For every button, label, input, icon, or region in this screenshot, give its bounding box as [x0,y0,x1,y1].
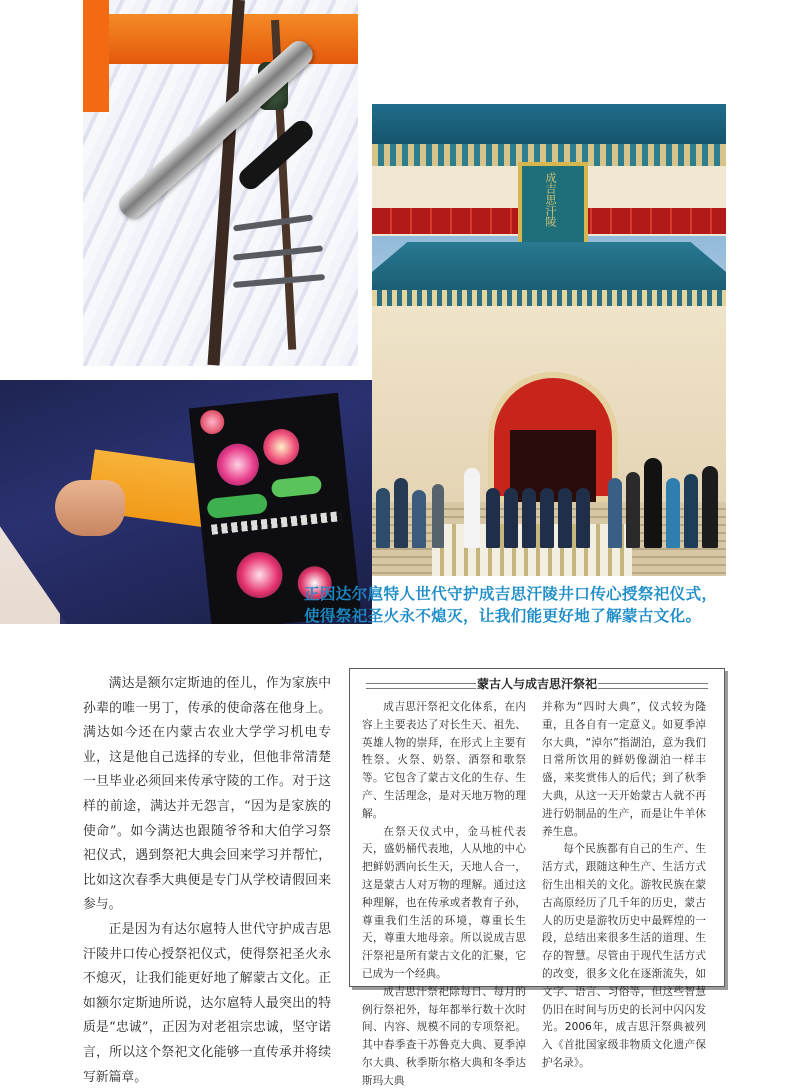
sidebar-box [349,668,725,1087]
photo-caption [304,583,754,627]
article-body [83,672,331,1090]
sidebar-column-1 [362,699,526,1091]
robe-knife-photo [83,0,358,366]
caption-line-2: 使得祭祀圣火永不熄灭，让我们能更好地了解蒙古文化。 [304,607,702,625]
sidebar-paragraph: 每个民族都有自己的生产、生活方式，跟随这种生产、生活方式衍生出相关的文化。游牧民族在蒙古高原经历了几千年的历史，蒙古人的历史是游牧历史中最辉煌的一段，总结出来很多生活的道理、生存的智慧。尽管由于现代生活方式的改变，很多文化在逐渐流失，如文字、语言、习俗等，但这些智慧仍旧在时间与历史的长河中闪闪发光。2006年，成吉思汗祭典被列入《首批国家级非物质文化遗产保护名录》。 [542,843,706,1069]
caption-line-1: 正因达尔扈特人世代守护成吉思汗陵井口传心授祭祀仪式， [304,585,718,603]
sidebar-column-2 [542,699,706,1073]
sidebar-paragraph: 成吉思汗祭祀除每日、每月的例行祭祀外，每年都举行数十次时间、内容、规模不同的专项祭祀。其中春季查干苏鲁克大典、夏季淖尔大典、秋季斯尔格大典和冬季达斯玛大典 [362,985,526,1087]
sidebar-paragraph: 并称为“四时大典”，仪式较为隆重，且各自有一定意义。如夏季淖尔大典，“淖尔”指湖泊，意为我们日常所饮用的鲜奶像湖泊一样丰盛，来奖赏伟人的后代；到了秋季大典，从这一天开始蒙古人就不再进行奶制品的生产，而是让牛羊休养生息。 [542,701,706,838]
plaque [518,162,588,250]
plaque-text: 成吉思汗陵 [544,172,557,227]
sidebar-title: 蒙古人与成吉思汗祭祀 [476,677,597,691]
article-paragraph: 正是因为有达尔扈特人世代守护成吉思汗陵井口传心授祭祀仪式，使得祭祀圣火永不熄灭，让我们能更好地了解蒙古文化。正如额尔定斯迪所说，达尔扈特人最突出的特质是“忠诚”，正因为对老祖宗忠诚，坚守诺言，所以这个祭祀文化能够一直传承并将续写新篇章。 [83,921,331,1085]
sidebar-paragraph: 成吉思汗祭祀文化体系，在内容上主要表达了对长生天、祖先、英雄人物的崇拜，在形式上主要有牲祭、火祭、奶祭、酒祭和歌祭等。它包含了蒙古文化的生存、生产、生活理念，是对天地万物的理解。 [362,701,526,820]
article-paragraph: 满达是额尔定斯迪的侄儿，作为家族中孙辈的唯一男丁，传承的使命落在他身上。满达如今还在内蒙古农业大学学习机电专业，这是他自己选择的专业，但他非常清楚一旦毕业必须回来传承守陵的工作。对于这样的前途，满达并无怨言，“因为是家族的使命”。如今满达也跟随爷爷和大伯学习祭祀仪式，遇到祭祀大典会回来学习并帮忙，比如这次春季大典便是专门从学校请假回来参与。 [83,676,331,913]
mausoleum-photo [372,104,726,576]
sidebar-paragraph: 在祭天仪式中，金马桩代表天，盛奶桶代表地，人从地的中心把鲜奶洒向长生天，天地人合一，这是蒙古人对万物的理解。通过这种理解，也在传承或者教育子孙，尊重我们生活的环境，尊重长生天，尊重大地母亲。所以说成吉思汗祭祀是所有蒙古文化的汇聚，它已成为一个经典。 [362,825,526,980]
